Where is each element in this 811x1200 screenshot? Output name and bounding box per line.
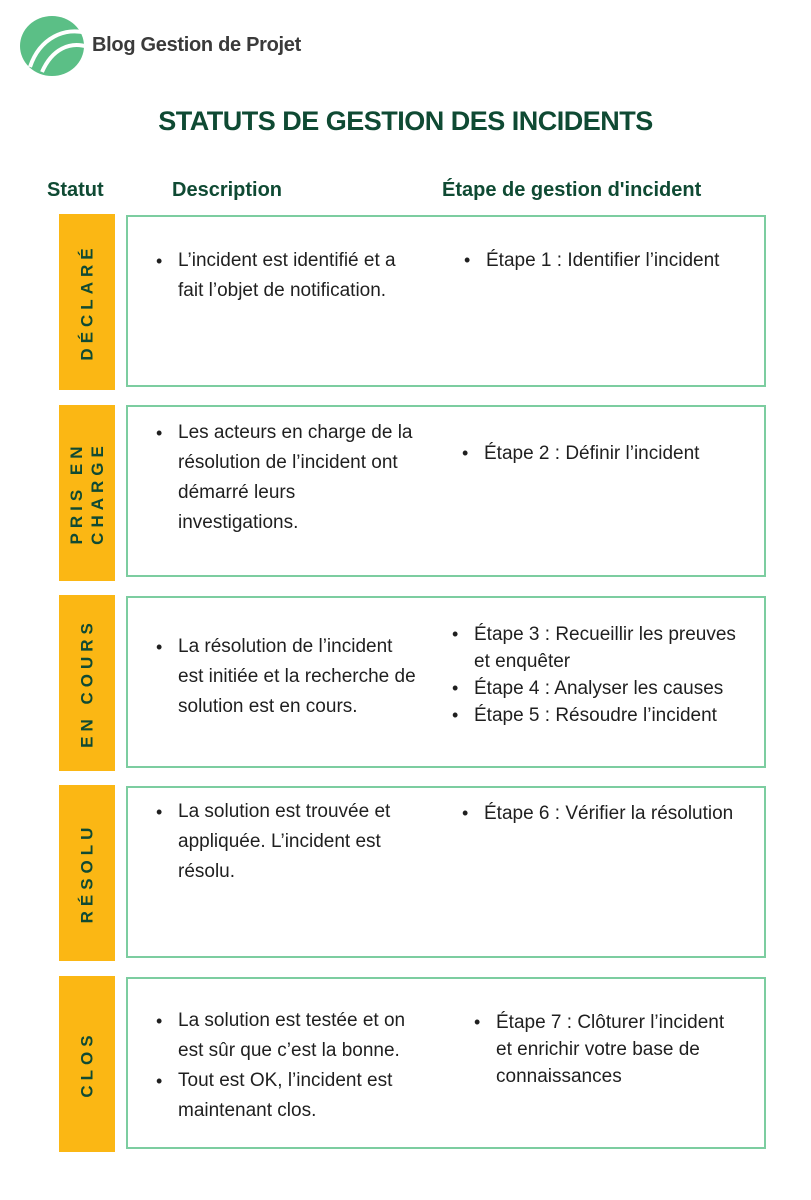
table-row [126, 215, 766, 387]
status-label: RÉSOLU [77, 822, 97, 924]
column-header-statut: Statut [47, 179, 104, 201]
steps-list [460, 247, 750, 274]
status-label: EN COURS [77, 618, 97, 748]
list-item: • La résolution de l’incident est initiée et la recherche de solution est en cours. [152, 632, 416, 722]
status-label: CLOS [77, 1030, 97, 1098]
brand-name: Blog Gestion de Projet [92, 34, 301, 56]
status-badge-pris-en-charge [59, 405, 115, 581]
list-item: • L’incident est identifié et a fait l’objet de notification. [152, 246, 416, 306]
brand-logo-icon [18, 15, 90, 77]
status-label: DÉCLARÉ [77, 243, 97, 361]
description-list [152, 797, 416, 887]
list-item: • Étape 6 : Vérifier la résolution [458, 800, 748, 827]
description-list [152, 632, 416, 722]
list-item: • Étape 5 : Résoudre l’incident [448, 702, 748, 729]
status-label: PRIS EN CHARGE [67, 441, 107, 545]
list-item: • Étape 4 : Analyser les causes [448, 675, 748, 702]
list-item: • Étape 3 : Recueillir les preuves et enquêter [448, 621, 748, 675]
status-badge-resolu [59, 785, 115, 961]
list-item: • Tout est OK, l’incident est maintenant clos. [152, 1066, 416, 1126]
steps-list [458, 440, 748, 467]
status-badge-clos [59, 976, 115, 1152]
table-row [126, 405, 766, 577]
list-item: • La solution est trouvée et appliquée. L’incident est résolu. [152, 797, 416, 887]
column-header-etape: Étape de gestion d'incident [442, 179, 702, 201]
list-item: • Étape 2 : Définir l’incident [458, 440, 748, 467]
table-row [126, 786, 766, 958]
description-list [152, 1006, 416, 1126]
description-list [152, 418, 416, 538]
page-title: STATUTS DE GESTION DES INCIDENTS [158, 106, 653, 136]
status-badge-declare [59, 214, 115, 390]
table-row [126, 596, 766, 768]
steps-list [470, 1009, 740, 1090]
column-header-description: Description [172, 179, 283, 201]
list-item: • La solution est testée et on est sûr que c’est la bonne. [152, 1006, 416, 1066]
steps-list [458, 800, 748, 827]
status-badge-en-cours [59, 595, 115, 771]
list-item: • Étape 7 : Clôturer l’incident et enrichir votre base de connaissances [470, 1009, 740, 1090]
table-row [126, 977, 766, 1149]
description-list [152, 246, 416, 306]
list-item: • Étape 1 : Identifier l’incident [460, 247, 750, 274]
steps-list [448, 621, 748, 729]
list-item: • Les acteurs en charge de la résolution de l’incident ont démarré leurs investigations. [152, 418, 416, 538]
